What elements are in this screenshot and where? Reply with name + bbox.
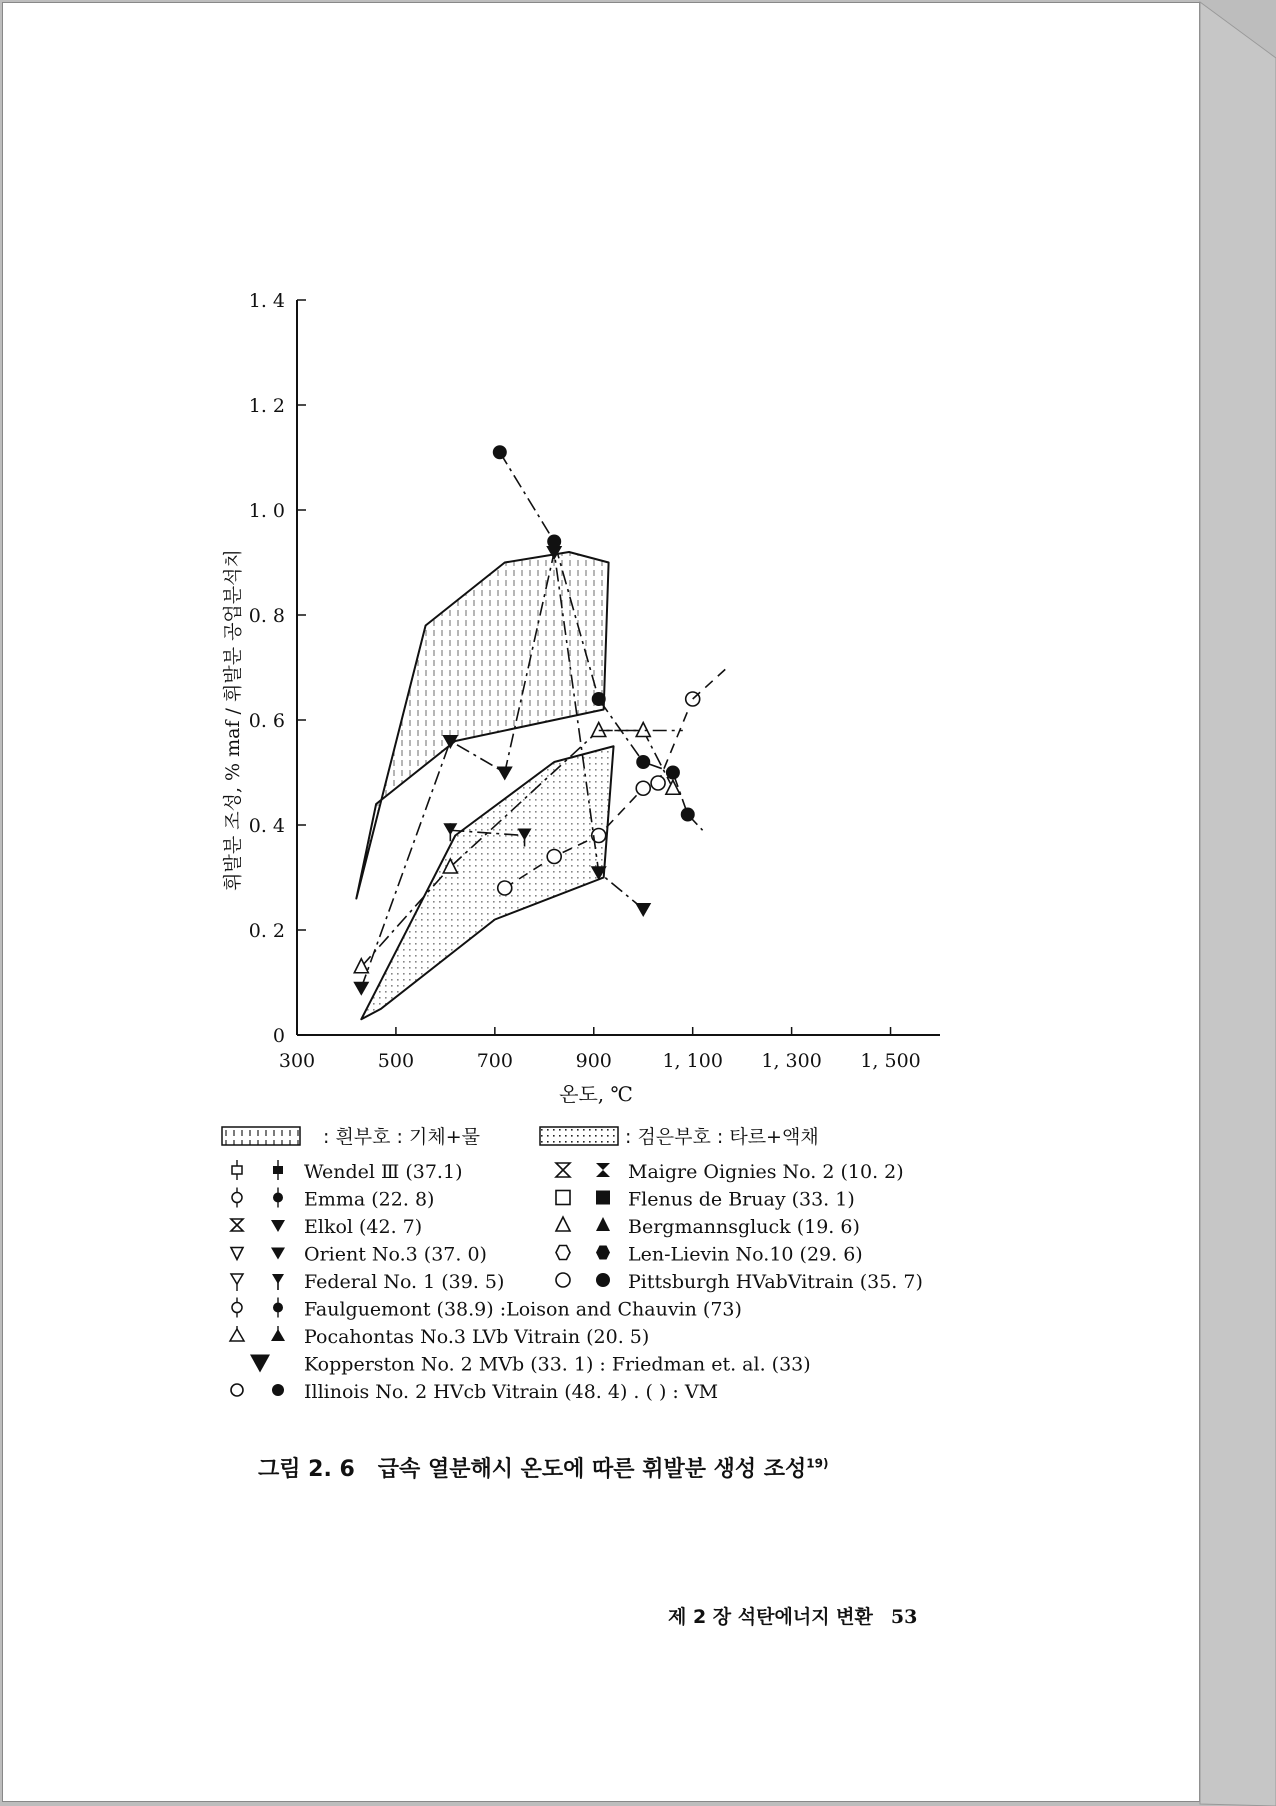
x-tick-label: 300 [278, 1050, 316, 1072]
legend-hatch-open-label: : 흰부호 : 기체+물 [323, 1126, 480, 1148]
x-tick-label: 1, 100 [662, 1050, 723, 1072]
data-point [271, 1248, 285, 1260]
legend-left-item [231, 1244, 487, 1266]
chapter-title: 제 2 장 석탄에너지 변환 [668, 1606, 873, 1628]
y-tick-label: 1. 0 [248, 500, 285, 522]
figure-ref: 19) [806, 1456, 829, 1471]
data-point [271, 1220, 285, 1232]
legend-right-label: Len-Lievin No.10 (29. 6) [628, 1243, 863, 1266]
legend-left-label: Orient No.3 (37. 0) [304, 1243, 487, 1266]
legend-hatch-dark [540, 1126, 819, 1148]
legend-left-item [232, 1188, 434, 1211]
data-point [596, 1246, 610, 1260]
legend-hatch-open [222, 1126, 480, 1148]
legend-left-item [230, 1326, 649, 1348]
x-tick-label: 1, 300 [761, 1050, 822, 1072]
page-number: 53 [890, 1606, 918, 1628]
legend-hatch-dark-label: : 검은부호 : 타르+액채 [625, 1126, 819, 1148]
legend-right-label: Maigre Oignies No. 2 (10. 2) [628, 1161, 904, 1183]
data-point [231, 1274, 243, 1291]
y-tick-label: 0. 4 [248, 815, 285, 837]
data-point [232, 1298, 242, 1318]
data-point [231, 1219, 243, 1231]
data-point [232, 1188, 242, 1208]
legend-right-item [556, 1216, 860, 1238]
y-tick-label: 0 [272, 1025, 285, 1047]
legend-left-item [231, 1216, 422, 1238]
x-tick-label: 500 [377, 1050, 415, 1072]
figure-number: 그림 2. 6 [258, 1457, 355, 1482]
legend-left-label: Federal No. 1 (39. 5) [304, 1271, 505, 1293]
data-point [556, 1246, 570, 1260]
data-point [230, 1326, 244, 1341]
figure-caption [258, 1452, 828, 1483]
legend-right-label: Flenus de Bruay (33. 1) [628, 1188, 855, 1211]
legend-left-label: Elkol (42. 7) [304, 1216, 423, 1238]
data-point [231, 1248, 243, 1260]
data-point [596, 1273, 610, 1287]
y-tick-label: 0. 2 [248, 920, 285, 942]
legend-left-label: Pocahontas No.3 LVb Vitrain (20. 5) [304, 1326, 650, 1348]
x-tick-label: 700 [476, 1050, 513, 1072]
legend-right-column [556, 1161, 923, 1293]
data-point [271, 1326, 285, 1341]
data-point [273, 1298, 283, 1318]
data-point [273, 1188, 283, 1208]
legend-left-item [231, 1381, 718, 1403]
x-tick-label: 1, 500 [860, 1050, 921, 1072]
data-point [272, 1274, 284, 1290]
page-footer [668, 1602, 917, 1629]
legend-left-label: Wendel Ⅲ (37.1) [304, 1161, 463, 1183]
legend-left-item [232, 1298, 742, 1321]
legend-right-item [556, 1161, 904, 1183]
legend-right-label: Pittsburgh HVabVitrain (35. 7) [628, 1271, 923, 1293]
y-tick-label: 1. 4 [248, 290, 285, 312]
legend-left-label: Illinois No. 2 HVcb Vitrain (48. 4) . ( ) : VM [304, 1381, 719, 1403]
legend-left-item [250, 1354, 811, 1376]
x-tick-label: 900 [575, 1050, 612, 1072]
data-point [250, 1355, 270, 1373]
x-axis-label: 온도, ℃ [559, 1082, 633, 1106]
y-tick-label: 0. 6 [248, 710, 285, 732]
data-point [596, 1163, 610, 1177]
data-point [596, 1191, 610, 1205]
legend-left-item [231, 1271, 504, 1293]
data-point [556, 1163, 570, 1177]
data-point [556, 1217, 570, 1231]
y-axis-label: 휘발분 조성, % maf / 휘발분 공업분석치 [222, 549, 244, 891]
legend-left-label: Faulguemont (38.9) :Loison and Chauvin (73) [304, 1298, 742, 1321]
figure-caption-text: 급속 열분해시 온도에 따른 휘발분 생성 조성 [377, 1457, 807, 1482]
legend-right-item [556, 1189, 855, 1211]
legend-left-item [232, 1160, 462, 1183]
data-point [556, 1273, 570, 1287]
legend-right-label: Bergmannsgluck (19. 6) [628, 1216, 860, 1238]
data-point [272, 1384, 284, 1396]
data-point [232, 1160, 242, 1180]
data-point [273, 1160, 283, 1180]
y-tick-label: 1. 2 [248, 395, 285, 417]
legend-right-item [556, 1244, 863, 1266]
data-point [231, 1384, 243, 1396]
legend-left-label: Emma (22. 8) [304, 1188, 435, 1211]
data-point [596, 1217, 610, 1231]
y-tick-label: 0. 8 [248, 605, 285, 627]
legend-right-item [556, 1271, 923, 1293]
data-point [556, 1191, 570, 1205]
legend-left-label: Kopperston No. 2 MVb (33. 1) : Friedman et. al. (33) [304, 1353, 811, 1376]
